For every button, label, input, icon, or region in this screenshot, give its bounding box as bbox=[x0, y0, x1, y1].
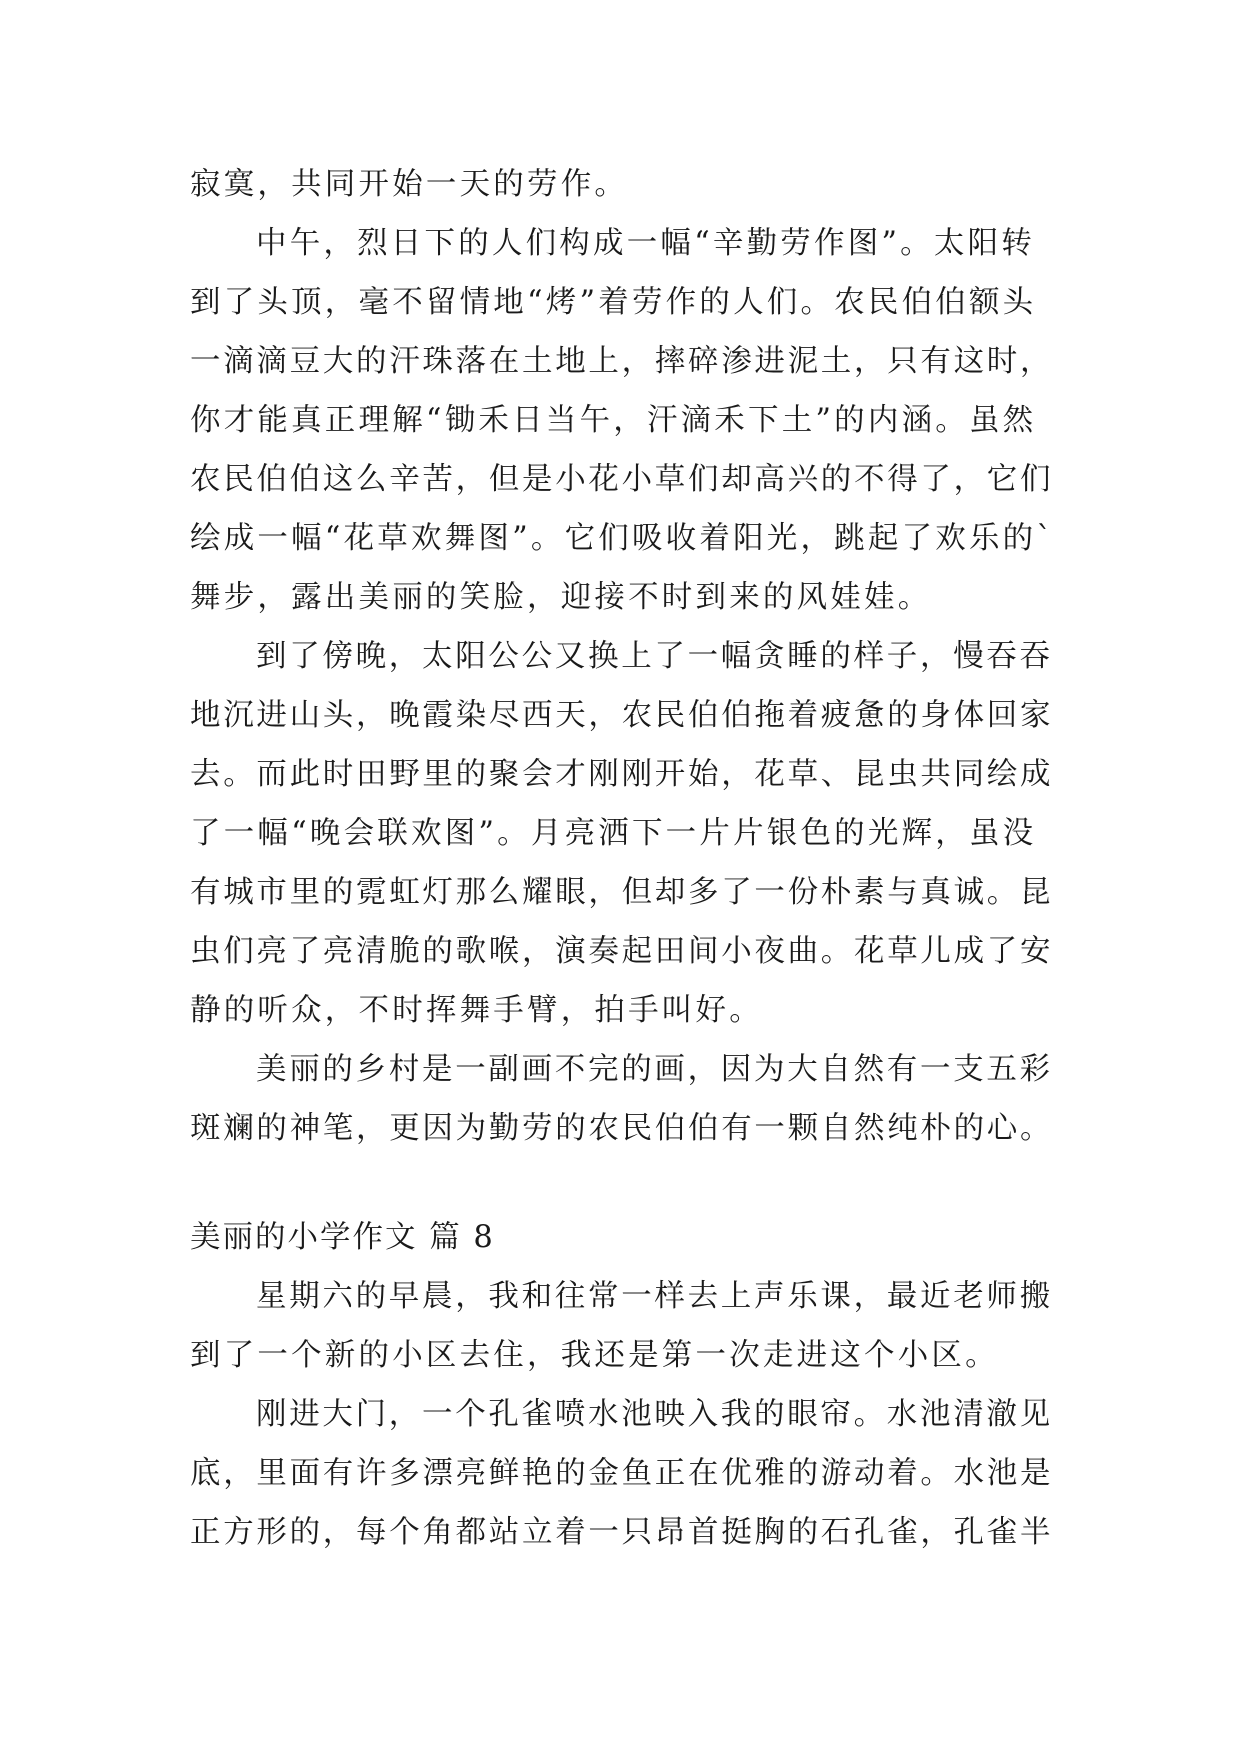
text-line: 农民伯伯这么辛苦，但是小花小草们却高兴的不得了，它们 bbox=[190, 462, 1054, 497]
text-line: 到了一个新的小区去住，我还是第一次走进这个小区。 bbox=[190, 1338, 999, 1373]
text-line: 寂寞，共同开始一天的劳作。 bbox=[190, 167, 629, 202]
text-line: 去。而此时田野里的聚会才刚刚开始，花草、昆虫共同绘成 bbox=[190, 757, 1054, 792]
text-line: 底，里面有许多漂亮鲜艳的金鱼正在优雅的游动着。水池是 bbox=[190, 1456, 1054, 1491]
paragraph-start-line: 到了傍晚，太阳公公又换上了一幅贪睡的样子，慢吞吞 bbox=[256, 639, 1053, 674]
paragraph-start-line: 星期六的早晨，我和往常一样去上声乐课，最近老师搬 bbox=[256, 1279, 1053, 1314]
paragraph-start-line: 美丽的乡村是一副画不完的画，因为大自然有一支五彩 bbox=[256, 1052, 1053, 1087]
text-line: 一滴滴豆大的汗珠落在土地上，摔碎渗进泥土，只有这时， bbox=[190, 344, 1054, 379]
text-line: 静的听众，不时挥舞手臂，拍手叫好。 bbox=[190, 993, 763, 1028]
text-line: 了一幅“晚会联欢图”。月亮洒下一片片银色的光辉，虽没 bbox=[190, 816, 1037, 851]
text-line: 有城市里的霓虹灯那么耀眼，但却多了一份朴素与真诚。昆 bbox=[190, 875, 1054, 910]
paragraph-start-line: 中午，烈日下的人们构成一幅“辛勤劳作图”。太阳转 bbox=[256, 226, 1035, 261]
text-line: 你才能真正理解“锄禾日当午，汗滴禾下土”的内涵。虽然 bbox=[190, 403, 1037, 438]
text-line: 虫们亮了亮清脆的歌喉，演奏起田间小夜曲。花草儿成了安 bbox=[190, 934, 1054, 969]
text-line: 斑斓的神笔，更因为勤劳的农民伯伯有一颗自然纯朴的心。 bbox=[190, 1111, 1054, 1146]
text-line: 舞步，露出美丽的笑脸，迎接不时到来的风娃娃。 bbox=[190, 580, 932, 615]
section-heading: 美丽的小学作文 篇 8 bbox=[190, 1220, 495, 1255]
text-line: 正方形的，每个角都站立着一只昂首挺胸的石孔雀，孔雀半 bbox=[190, 1515, 1054, 1550]
text-line: 地沉进山头，晚霞染尽西天，农民伯伯拖着疲惫的身体回家 bbox=[190, 698, 1054, 733]
text-line: 到了头顶，毫不留情地“烤”着劳作的人们。农民伯伯额头 bbox=[190, 285, 1037, 320]
paragraph-start-line: 刚进大门，一个孔雀喷水池映入我的眼帘。水池清澈见 bbox=[256, 1397, 1053, 1432]
text-line: 绘成一幅“花草欢舞图”。它们吸收着阳光，跳起了欢乐的` bbox=[190, 521, 1055, 556]
